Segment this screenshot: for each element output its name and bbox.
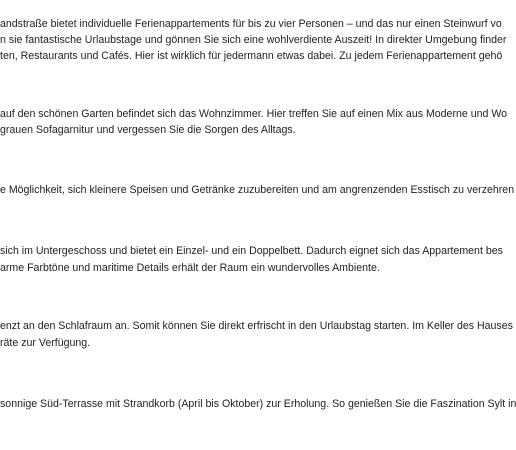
terrace-text-line-1: sonnige Süd-Terrasse mit Strandkorb (April bis Oktober) zur Erholung. So genießen Sie die Faszination Sylt in (0, 398, 516, 410)
bedroom-text-line-1: sich im Untergeschoss und bietet ein Einzel- und ein Doppelbett. Dadurch eignet sich das Appartement bes (0, 245, 503, 257)
bathroom-text-line-2: räte zur Verfügung. (0, 337, 91, 349)
intro-text-line-3: ten, Restaurants und Cafés. Hier ist wirklich für jedermann etwas dabei. Zu jedem Ferienappartement gehö (0, 50, 503, 62)
intro-text-line-2: n sie fantastische Urlaubstage und gönnen Sie sich eine wohlverdiente Auszeit! In direkter Umgebung finder (0, 34, 507, 46)
living-room-text-line-2: grauen Sofagarnitur und vergessen Sie die Sorgen des Alltags. (0, 124, 296, 136)
living-room-text-line-1: auf den schönen Garten befindet sich das Wohnzimmer. Hier treffen Sie auf einen Mix aus Moderne und Wo (0, 108, 508, 120)
intro-text-line-1: andstraße bietet individuelle Ferienappartements für bis zu vier Personen – und das nur einen Steinwurf vo (0, 18, 502, 30)
bathroom-text-line-1: enzt an den Schlafraum an. Somit können Sie direkt erfrischt in den Urlaubstag starten. Im Keller des Hauses (0, 320, 513, 332)
bedroom-text-line-2: arme Farbtöne und maritime Details erhält der Raum ein wundervolles Ambiente. (0, 262, 380, 274)
kitchen-text-line-1: e Möglichkeit, sich kleinere Speisen und Getränke zuzubereiten und am angrenzenden Esstisch zu verzehren (0, 184, 515, 196)
